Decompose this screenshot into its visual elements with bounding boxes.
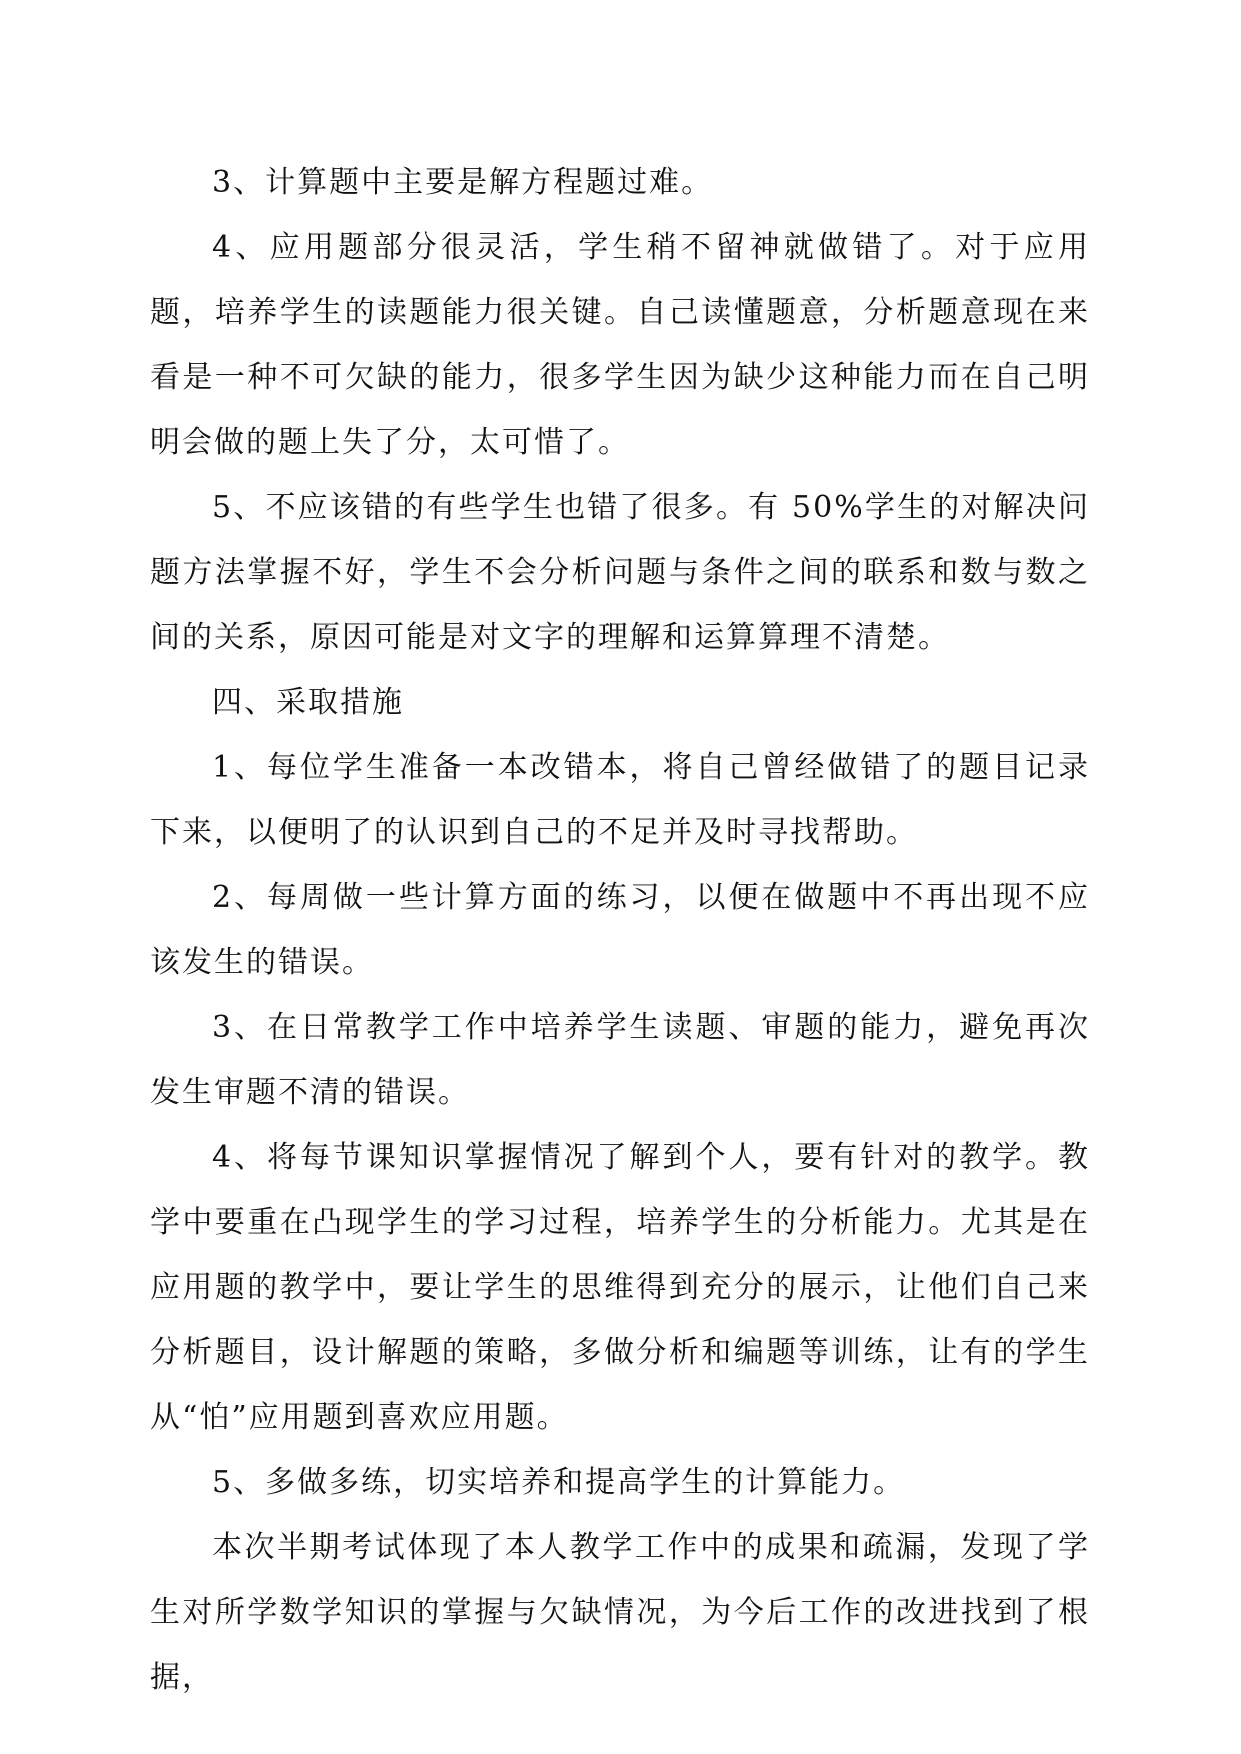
paragraph-summary: 本次半期考试体现了本人教学工作中的成果和疏漏，发现了学生对所学数学知识的掌握与欠缺情况，为今后工作的改进找到了根据， (150, 1530, 1090, 1695)
paragraph-measure-5: 5、多做多练，切实培养和提高学生的计算能力。 (212, 1465, 906, 1500)
document-page (150, 150, 1090, 1710)
paragraph-measure-3: 3、在日常教学工作中培养学生读题、审题的能力，避免再次发生审题不清的错误。 (150, 1010, 1090, 1110)
paragraph-measure-1: 1、每位学生准备一本改错本，将自己曾经做错了的题目记录下来，以便明了的认识到自己的不足并及时寻找帮助。 (150, 750, 1090, 850)
paragraph-application-problems: 4、应用题部分很灵活，学生稍不留神就做错了。对于应用题，培养学生的读题能力很关键。自己读懂题意，分析题意现在来看是一种不可欠缺的能力，很多学生因为缺少这种能力而在自己明明会做的题上失了分，太可惜了。 (150, 230, 1090, 460)
section-heading-measures: 四、采取措施 (212, 685, 404, 720)
paragraph-measure-4: 4、将每节课知识掌握情况了解到个人，要有针对的教学。教学中要重在凸现学生的学习过程，培养学生的分析能力。尤其是在应用题的教学中，要让学生的思维得到充分的展示，让他们自己来分析题目，设计解题的策略，多做分析和编题等训练，让有的学生从“怕”应用题到喜欢应用题。 (150, 1140, 1090, 1435)
paragraph-measure-2: 2、每周做一些计算方面的练习，以便在做题中不再出现不应该发生的错误。 (150, 880, 1090, 980)
paragraph-calc-difficulty: 3、计算题中主要是解方程题过难。 (212, 165, 714, 200)
paragraph-method-mastery: 5、不应该错的有些学生也错了很多。有 50%学生的对解决问题方法掌握不好，学生不会分析问题与条件之间的联系和数与数之间的关系，原因可能是对文字的理解和运算算理不清楚。 (150, 490, 1090, 655)
